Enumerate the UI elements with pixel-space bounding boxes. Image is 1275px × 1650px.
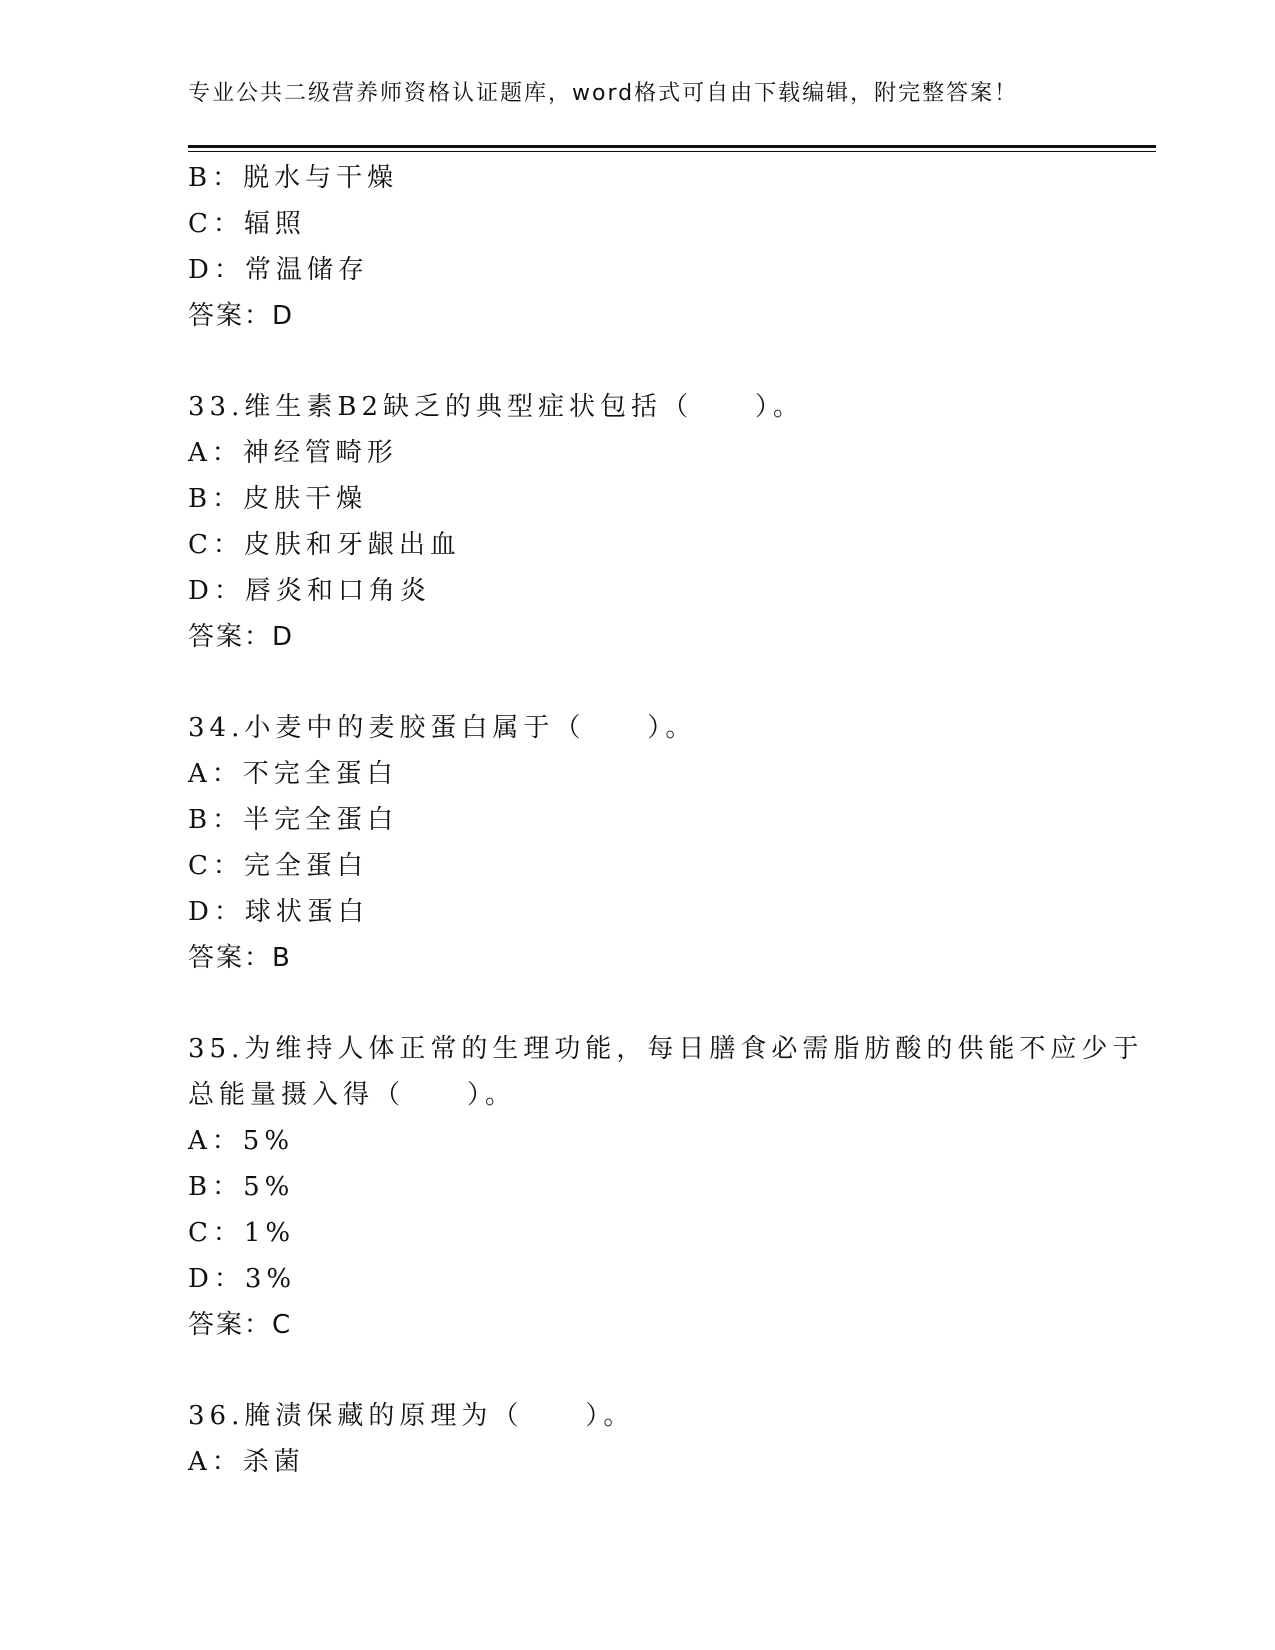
option-a: A：神经管畸形 <box>188 438 398 468</box>
answer: 答案：D <box>188 301 295 331</box>
header-rule-thick <box>188 145 1156 148</box>
question-stem: 34.小麦中的麦胶蛋白属于（ ）。 <box>188 713 697 743</box>
option-c: C：皮肤和牙龈出血 <box>188 530 461 560</box>
answer: 答案：C <box>188 1310 293 1340</box>
spacer <box>188 1348 1128 1393</box>
question-stem-line-1: 35.为维持人体正常的生理功能，每日膳食必需脂肪酸的供能不应少于 <box>188 1034 1144 1064</box>
page-header: 专业公共二级营养师资格认证题库，word格式可自由下载编辑，附完整答案！ <box>188 81 1019 106</box>
question-34 <box>188 705 1128 981</box>
option-d: D：3% <box>188 1264 297 1294</box>
option-b: B：皮肤干燥 <box>188 484 368 514</box>
question-32 <box>188 155 1128 339</box>
option-d: D：球状蛋白 <box>188 897 369 927</box>
answer: 答案：D <box>188 622 295 652</box>
option-b: B：5% <box>188 1172 295 1202</box>
option-c: C：完全蛋白 <box>188 851 368 881</box>
option-d: D：常温储存 <box>188 255 369 285</box>
question-stem-line-2: 总能量摄入得（ ）。 <box>188 1080 517 1110</box>
option-b: B：脱水与干燥 <box>188 163 399 193</box>
option-a: A：不完全蛋白 <box>188 759 398 789</box>
question-35 <box>188 1026 1144 1348</box>
question-stem: 33.维生素B2缺乏的典型症状包括（ ）。 <box>188 392 804 422</box>
option-a: A：杀菌 <box>188 1447 305 1477</box>
header-rule-thin <box>188 151 1156 152</box>
spacer <box>188 660 1128 705</box>
question-33 <box>188 384 1128 660</box>
question-list <box>188 155 1144 1485</box>
question-stem: 36.腌渍保藏的原理为（ ）。 <box>188 1401 635 1431</box>
spacer <box>188 981 1128 1026</box>
option-c: C：1% <box>188 1218 296 1248</box>
option-c: C：辐照 <box>188 209 306 239</box>
option-a: A：5% <box>188 1126 295 1156</box>
option-b: B：半完全蛋白 <box>188 805 399 835</box>
spacer <box>188 339 1128 384</box>
answer: 答案：B <box>188 943 292 973</box>
option-d: D：唇炎和口角炎 <box>188 576 431 606</box>
question-36 <box>188 1393 1128 1485</box>
